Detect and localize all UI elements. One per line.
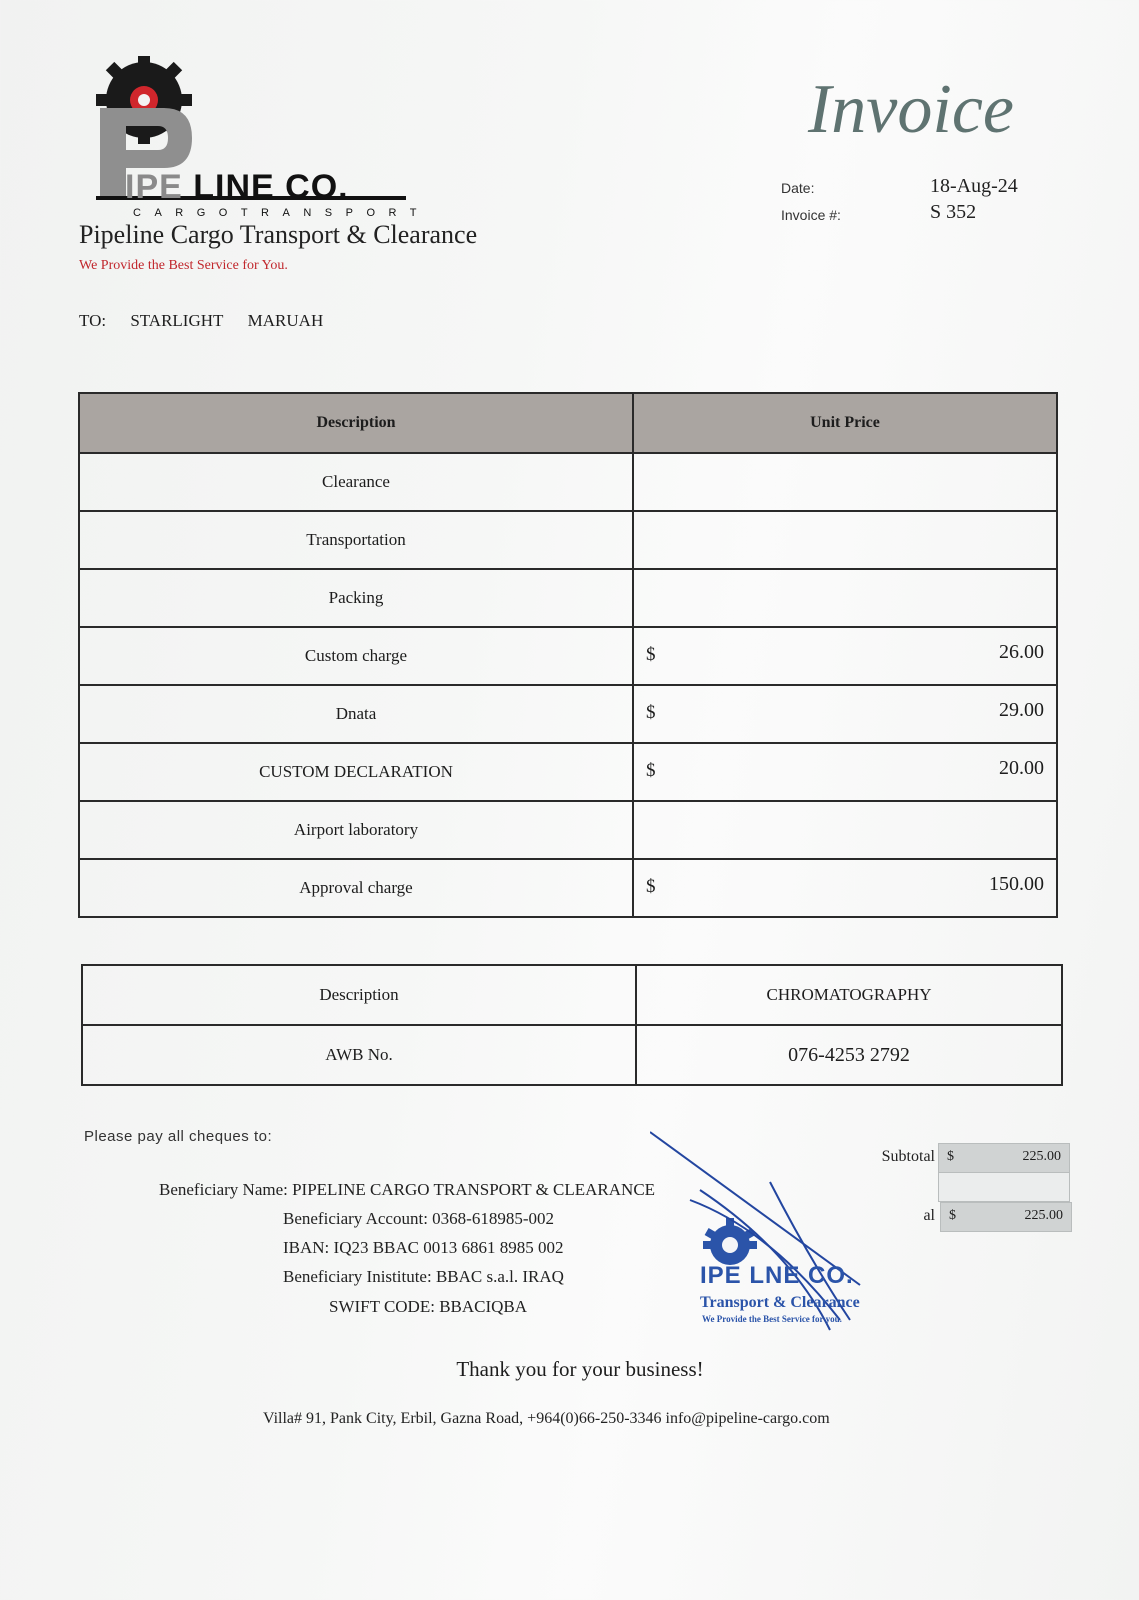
tax-box: [938, 1172, 1070, 1202]
invoice-title: Invoice: [808, 71, 1014, 148]
subtotal-label: Subtotal: [881, 1148, 935, 1165]
description-value: CHROMATOGRAPHY: [636, 965, 1062, 1025]
table-row: [79, 801, 1057, 859]
row-amount: 29.00: [999, 699, 1044, 721]
table-row: [79, 453, 1057, 511]
logo-subtitle: CARGOTRANSPORT: [133, 207, 430, 219]
total-currency: $: [949, 1208, 956, 1223]
logo-wordmark: IPE LINE CO.: [125, 168, 349, 206]
table-row: [79, 859, 1057, 917]
total-box: [940, 1202, 1072, 1232]
bill-to-first: STARLIGHT: [130, 311, 224, 330]
swift-code: SWIFT CODE: BBACIQBA: [329, 1297, 528, 1316]
row-description: CUSTOM DECLARATION: [79, 743, 633, 801]
total-label: al: [923, 1207, 935, 1224]
header-unit-price: Unit Price: [633, 393, 1057, 453]
row-price: [633, 511, 1057, 569]
bill-to-label: TO:: [79, 311, 107, 330]
row-description: Airport laboratory: [79, 801, 633, 859]
stamp-wordmark: IPE LNE CO.: [700, 1262, 854, 1289]
bill-to-last: MARUAH: [247, 311, 324, 330]
description-label: Description: [82, 965, 636, 1025]
header-description: Description: [79, 393, 633, 453]
row-amount: 150.00: [989, 873, 1044, 895]
beneficiary-institute: Beneficiary Inistitute: BBAC s.a.l. IRAQ: [283, 1267, 564, 1286]
table-row: [82, 1025, 1062, 1085]
row-amount: 20.00: [999, 757, 1044, 779]
iban: IBAN: IQ23 BBAC 0013 6861 8985 002: [283, 1238, 564, 1257]
subtotal-box: [938, 1143, 1070, 1173]
row-price: [633, 569, 1057, 627]
table-row: [79, 685, 1057, 743]
company-tagline: We Provide the Best Service for You.: [79, 258, 288, 273]
row-currency: $: [646, 702, 656, 723]
row-description: Dnata: [79, 685, 633, 743]
row-description: Transportation: [79, 511, 633, 569]
row-currency: $: [646, 760, 656, 781]
row-description: Custom charge: [79, 627, 633, 685]
payment-label: Please pay all cheques to:: [84, 1128, 273, 1145]
items-table: [78, 392, 1058, 918]
row-price: [633, 685, 1057, 743]
invoice-date: 18-Aug-24: [930, 175, 1018, 197]
table-row: [82, 965, 1062, 1025]
table-row: [79, 627, 1057, 685]
beneficiary-name: Beneficiary Name: PIPELINE CARGO TRANSPORT & CLEARANCE: [159, 1180, 656, 1199]
table-row: [79, 569, 1057, 627]
invoice-number-label: Invoice #:: [781, 207, 841, 223]
company-name: Pipeline Cargo Transport & Clearance: [79, 220, 478, 249]
row-price: [633, 801, 1057, 859]
beneficiary-account: Beneficiary Account: 0368-618985-002: [283, 1209, 554, 1228]
table-row: [79, 743, 1057, 801]
subtotal-currency: $: [947, 1149, 954, 1164]
stamp-tagline: We Provide the Best Service for you.: [702, 1314, 842, 1324]
awb-label: AWB No.: [82, 1025, 636, 1085]
row-currency: $: [646, 644, 656, 665]
awb-value: 076-4253 2792: [636, 1025, 1062, 1085]
row-description: Clearance: [79, 453, 633, 511]
shipment-info-table: [81, 964, 1063, 1086]
row-price: [633, 743, 1057, 801]
items-header-row: [79, 393, 1057, 453]
row-currency: $: [646, 876, 656, 897]
footer-contact: Villa# 91, Pank City, Erbil, Gazna Road, +964(0)66-250-3346 info@pipeline-cargo.com: [263, 1410, 830, 1427]
row-price: [633, 859, 1057, 917]
invoice-number: S 352: [930, 201, 977, 223]
row-price: [633, 453, 1057, 511]
bill-to: [79, 311, 343, 331]
row-description: Approval charge: [79, 859, 633, 917]
total-value: 225.00: [1024, 1208, 1063, 1223]
subtotal-value: 225.00: [1022, 1149, 1061, 1164]
row-price: [633, 627, 1057, 685]
row-description: Packing: [79, 569, 633, 627]
table-row: [79, 511, 1057, 569]
date-label: Date:: [781, 180, 815, 196]
row-amount: 26.00: [999, 641, 1044, 663]
stamp-subtitle: Transport & Clearance: [700, 1294, 860, 1311]
thank-you-message: Thank you for your business!: [456, 1357, 704, 1381]
